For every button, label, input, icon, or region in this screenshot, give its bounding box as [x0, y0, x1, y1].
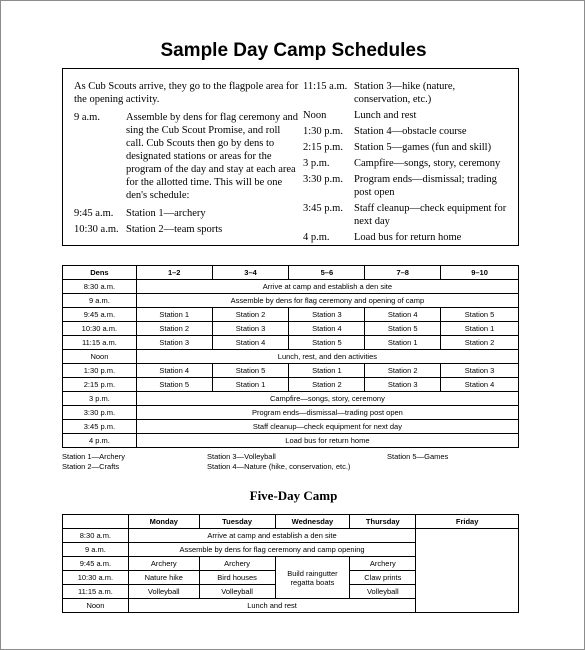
station-cell: Station 1 [365, 336, 441, 350]
station-cell: Station 2 [212, 308, 289, 322]
station-cell: Station 5 [136, 378, 212, 392]
overview-item-time: 3 p.m. [303, 158, 330, 169]
overview-item-text: Program ends—dismissal; trading post open [354, 174, 497, 198]
activity-cell: Load bus for return home [136, 434, 518, 448]
station-cell: Station 2 [289, 378, 365, 392]
station-cell: Station 3 [365, 378, 441, 392]
activity-cell: Volleyball [128, 585, 199, 599]
den-rotation-table [62, 265, 519, 448]
table-header-row [63, 515, 519, 529]
five-day-title: Five-Day Camp [249, 488, 338, 503]
overview-right-column [303, 80, 513, 244]
overview-item-text: Lunch and rest [354, 110, 417, 121]
table-header-cell: Dens [63, 266, 137, 280]
activity-cell: Assemble by dens for flag ceremony and opening of camp [136, 294, 518, 308]
station-cell: Station 4 [365, 308, 441, 322]
activity-cell: Arrive at camp and establish a den site [128, 529, 415, 543]
station-cell: Station 3 [212, 322, 289, 336]
legend-item: Station 1—Archery [62, 452, 125, 461]
station-cell: Station 4 [289, 322, 365, 336]
table-row [63, 406, 519, 420]
table-row [63, 308, 519, 322]
overview-item-time: 10:30 a.m. [74, 224, 119, 235]
overview-item-time: 4 p.m. [303, 232, 330, 243]
overview-item-time: Noon [303, 110, 327, 121]
friday-cell [416, 529, 519, 613]
station-cell: Station 1 [441, 322, 519, 336]
overview-item-text: Station 1—archery [126, 208, 206, 219]
overview-item-text: Station 5—games (fun and skill) [354, 142, 492, 153]
station-cell: Station 3 [136, 336, 212, 350]
table-header-cell: Tuesday [199, 515, 275, 529]
station-cell: Station 4 [136, 364, 212, 378]
legend-item: Station 5—Games [387, 452, 449, 461]
station-cell: Station 2 [136, 322, 212, 336]
station-cell: Station 1 [289, 364, 365, 378]
table-row [63, 529, 519, 543]
overview-item-time: 9 a.m. [74, 112, 100, 123]
overview-item [303, 109, 513, 122]
station-cell: Station 4 [441, 378, 519, 392]
table-header-cell: 1–2 [136, 266, 212, 280]
station-cell: Station 2 [441, 336, 519, 350]
activity-cell: Lunch, rest, and den activities [136, 350, 518, 364]
overview-item-text: Campfire—songs, story, ceremony [354, 158, 501, 169]
overview-item-time: 2:15 p.m. [303, 142, 343, 153]
time-cell: 9 a.m. [63, 543, 129, 557]
station-cell: Station 5 [365, 322, 441, 336]
table-row [63, 434, 519, 448]
activity-cell: Bird houses [199, 571, 275, 585]
overview-item-text: Staff cleanup—check equipment for next day [354, 203, 507, 227]
overview-item-text: Station 4—obstacle course [354, 126, 467, 137]
time-cell: 9:45 a.m. [63, 557, 129, 571]
station-cell: Station 1 [212, 378, 289, 392]
table-row [63, 378, 519, 392]
time-cell: 9:45 a.m. [63, 308, 137, 322]
overview-item-time: 1:30 p.m. [303, 126, 343, 137]
time-cell: 3:30 p.m. [63, 406, 137, 420]
overview-item-text: Station 3—hike (nature, conservation, etc.) [354, 81, 456, 105]
station-cell: Station 4 [212, 336, 289, 350]
station-cell: Station 3 [289, 308, 365, 322]
table-row [63, 392, 519, 406]
table-header-cell: 9–10 [441, 266, 519, 280]
time-cell: 11:15 a.m. [63, 336, 137, 350]
activity-cell: Volleyball [199, 585, 275, 599]
legend-item: Station 2—Crafts [62, 462, 120, 471]
table-header-cell: Friday [416, 515, 519, 529]
activity-cell: Lunch and rest [128, 599, 415, 613]
time-cell: 3 p.m. [63, 392, 137, 406]
time-cell: 1:30 p.m. [63, 364, 137, 378]
table-header-cell: Wednesday [275, 515, 350, 529]
table-row [63, 322, 519, 336]
table-header-cell [63, 515, 129, 529]
overview-item [74, 223, 299, 236]
activity-cell: Archery [199, 557, 275, 571]
overview-item [303, 80, 513, 106]
legend-column-2 [207, 452, 350, 472]
overview-item-time: 9:45 a.m. [74, 208, 114, 219]
overview-intro: As Cub Scouts arrive, they go to the flagpole area for the opening activity. [74, 81, 299, 105]
activity-cell: Claw prints [350, 571, 416, 585]
overview-item [74, 207, 299, 220]
overview-left-column [74, 80, 299, 236]
activity-cell: Staff cleanup—check equipment for next day [136, 420, 518, 434]
activity-cell: Archery [350, 557, 416, 571]
time-cell: 11:15 a.m. [63, 585, 129, 599]
overview-item [303, 202, 513, 228]
legend-item: Station 3—Volleyball [207, 452, 276, 461]
activity-cell: Volleyball [350, 585, 416, 599]
time-cell: Noon [63, 599, 129, 613]
station-cell: Station 5 [212, 364, 289, 378]
overview-item-time: 3:30 p.m. [303, 174, 343, 185]
overview-item [303, 231, 513, 244]
overview-item [74, 111, 299, 202]
table-row [63, 294, 519, 308]
legend-column-1 [62, 452, 125, 472]
table-header-cell: Monday [128, 515, 199, 529]
table-header-cell: 5–6 [289, 266, 365, 280]
table-row [63, 350, 519, 364]
table-row [63, 420, 519, 434]
station-cell: Station 5 [289, 336, 365, 350]
time-cell: 2:15 p.m. [63, 378, 137, 392]
legend-column-3 [387, 452, 448, 462]
activity-cell: Campfire—songs, story, ceremony [136, 392, 518, 406]
overview-item [303, 173, 513, 199]
wednesday-activity-cell: Build raingutter regatta boats [275, 557, 350, 599]
table-header-cell: Thursday [350, 515, 416, 529]
overview-item [303, 125, 513, 138]
table-row [63, 280, 519, 294]
schedule-overview-box [62, 68, 519, 246]
station-cell: Station 2 [365, 364, 441, 378]
table-row [63, 364, 519, 378]
activity-cell: Assemble by dens for flag ceremony and camp opening [128, 543, 415, 557]
time-cell: 9 a.m. [63, 294, 137, 308]
time-cell: 10:30 a.m. [63, 322, 137, 336]
overview-item [303, 141, 513, 154]
table-header-cell: 7–8 [365, 266, 441, 280]
overview-item-text: Assemble by dens for flag ceremony and sing the Cub Scout Promise, and roll call. Cub Scouts then go by dens to designated stations or areas for the program of the day and stay at each area for the allotted time. This will be one den's schedule: [126, 112, 299, 201]
overview-item-text: Load bus for return home [354, 232, 462, 243]
legend-item: Station 4—Nature (hike, conservation, etc.) [207, 462, 351, 471]
station-cell: Station 3 [441, 364, 519, 378]
table-header-cell: 3–4 [212, 266, 289, 280]
time-cell: 10:30 a.m. [63, 571, 129, 585]
table-header-row [63, 266, 519, 280]
overview-item-time: 11:15 a.m. [303, 81, 348, 92]
five-day-table [62, 514, 519, 613]
page-title: Sample Day Camp Schedules [160, 40, 427, 61]
time-cell: Noon [63, 350, 137, 364]
activity-cell: Archery [128, 557, 199, 571]
time-cell: 3:45 p.m. [63, 420, 137, 434]
activity-cell: Arrive at camp and establish a den site [136, 280, 518, 294]
overview-item-text: Station 2—team sports [126, 224, 223, 235]
overview-item [303, 157, 513, 170]
time-cell: 8:30 a.m. [63, 529, 129, 543]
activity-cell: Program ends—dismissal—trading post open [136, 406, 518, 420]
station-cell: Station 5 [441, 308, 519, 322]
station-cell: Station 1 [136, 308, 212, 322]
time-cell: 4 p.m. [63, 434, 137, 448]
table-row [63, 336, 519, 350]
time-cell: 8:30 a.m. [63, 280, 137, 294]
overview-item-time: 3:45 p.m. [303, 203, 343, 214]
activity-cell: Nature hike [128, 571, 199, 585]
